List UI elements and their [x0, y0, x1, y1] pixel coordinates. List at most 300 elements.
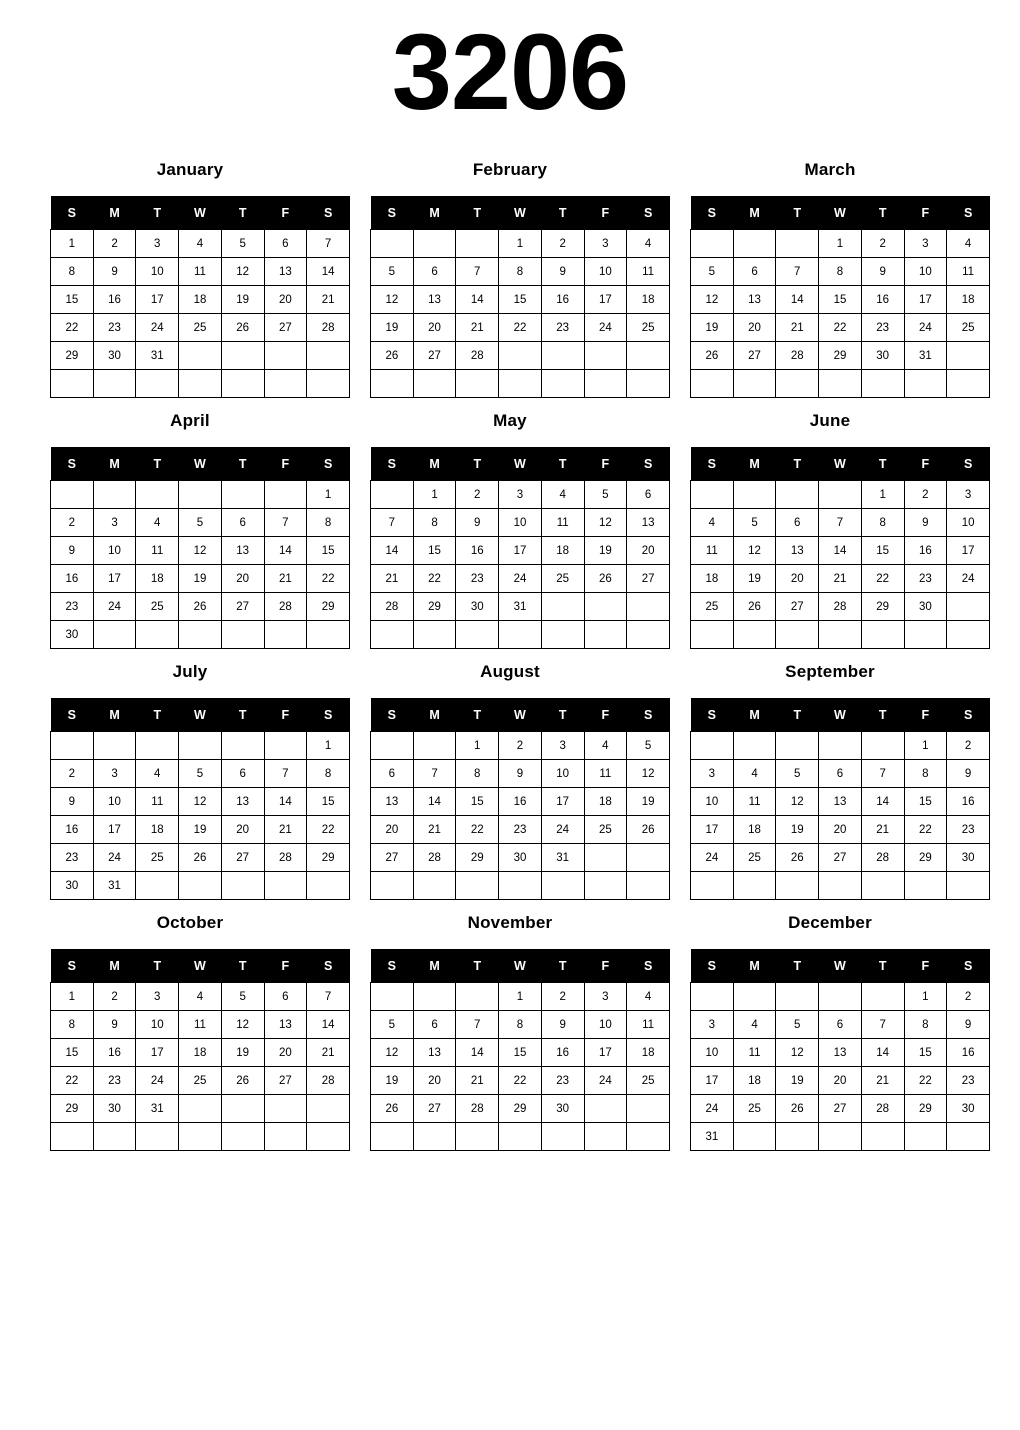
day-cell[interactable]: 13 [819, 788, 862, 816]
day-cell[interactable]: 8 [307, 760, 350, 788]
day-cell[interactable]: 5 [179, 509, 222, 537]
day-cell[interactable]: 30 [51, 621, 94, 649]
day-cell[interactable]: 28 [819, 593, 862, 621]
day-cell[interactable]: 20 [413, 314, 456, 342]
day-cell[interactable]: 18 [691, 565, 734, 593]
day-cell[interactable]: 18 [136, 816, 179, 844]
day-cell[interactable]: 16 [456, 537, 499, 565]
day-cell[interactable]: 17 [136, 286, 179, 314]
day-cell[interactable]: 25 [179, 314, 222, 342]
day-cell[interactable]: 10 [904, 258, 947, 286]
day-cell[interactable]: 22 [456, 816, 499, 844]
day-cell[interactable]: 3 [691, 1011, 734, 1039]
day-cell[interactable]: 13 [627, 509, 670, 537]
day-cell[interactable]: 17 [584, 286, 627, 314]
day-cell[interactable]: 10 [93, 788, 136, 816]
day-cell[interactable]: 9 [51, 537, 94, 565]
day-cell[interactable]: 24 [93, 593, 136, 621]
day-cell[interactable]: 19 [691, 314, 734, 342]
day-cell[interactable]: 11 [136, 788, 179, 816]
day-cell[interactable]: 20 [264, 1039, 307, 1067]
day-cell[interactable]: 25 [179, 1067, 222, 1095]
day-cell[interactable]: 21 [819, 565, 862, 593]
day-cell[interactable]: 2 [904, 481, 947, 509]
day-cell[interactable]: 29 [51, 342, 94, 370]
day-cell[interactable]: 7 [456, 1011, 499, 1039]
day-cell[interactable]: 29 [861, 593, 904, 621]
day-cell[interactable]: 12 [627, 760, 670, 788]
day-cell[interactable]: 23 [541, 1067, 584, 1095]
day-cell[interactable]: 26 [221, 314, 264, 342]
day-cell[interactable]: 28 [861, 1095, 904, 1123]
day-cell[interactable]: 21 [776, 314, 819, 342]
day-cell[interactable]: 17 [93, 565, 136, 593]
day-cell[interactable]: 13 [371, 788, 414, 816]
day-cell[interactable]: 14 [264, 788, 307, 816]
day-cell[interactable]: 5 [691, 258, 734, 286]
day-cell[interactable]: 12 [371, 286, 414, 314]
day-cell[interactable]: 26 [776, 844, 819, 872]
day-cell[interactable]: 20 [819, 816, 862, 844]
day-cell[interactable]: 1 [413, 481, 456, 509]
day-cell[interactable]: 5 [733, 509, 776, 537]
day-cell[interactable]: 15 [413, 537, 456, 565]
day-cell[interactable]: 14 [307, 258, 350, 286]
day-cell[interactable]: 12 [733, 537, 776, 565]
day-cell[interactable]: 13 [264, 258, 307, 286]
day-cell[interactable]: 5 [627, 732, 670, 760]
day-cell[interactable]: 1 [51, 983, 94, 1011]
day-cell[interactable]: 6 [627, 481, 670, 509]
day-cell[interactable]: 17 [93, 816, 136, 844]
day-cell[interactable]: 4 [627, 230, 670, 258]
day-cell[interactable]: 14 [861, 788, 904, 816]
day-cell[interactable]: 26 [371, 342, 414, 370]
day-cell[interactable]: 17 [136, 1039, 179, 1067]
day-cell[interactable]: 14 [861, 1039, 904, 1067]
day-cell[interactable]: 27 [264, 314, 307, 342]
day-cell[interactable]: 10 [691, 1039, 734, 1067]
day-cell[interactable]: 3 [136, 983, 179, 1011]
day-cell[interactable]: 14 [776, 286, 819, 314]
day-cell[interactable]: 28 [307, 314, 350, 342]
day-cell[interactable]: 16 [93, 286, 136, 314]
day-cell[interactable]: 16 [51, 565, 94, 593]
day-cell[interactable]: 19 [371, 314, 414, 342]
day-cell[interactable]: 24 [904, 314, 947, 342]
day-cell[interactable]: 23 [541, 314, 584, 342]
day-cell[interactable]: 3 [584, 983, 627, 1011]
day-cell[interactable]: 21 [307, 1039, 350, 1067]
day-cell[interactable]: 8 [307, 509, 350, 537]
day-cell[interactable]: 10 [499, 509, 542, 537]
day-cell[interactable]: 20 [819, 1067, 862, 1095]
day-cell[interactable]: 16 [93, 1039, 136, 1067]
day-cell[interactable]: 29 [307, 593, 350, 621]
day-cell[interactable]: 15 [51, 286, 94, 314]
day-cell[interactable]: 26 [733, 593, 776, 621]
day-cell[interactable]: 8 [819, 258, 862, 286]
day-cell[interactable]: 16 [51, 816, 94, 844]
day-cell[interactable]: 23 [904, 565, 947, 593]
day-cell[interactable]: 29 [307, 844, 350, 872]
day-cell[interactable]: 2 [947, 732, 990, 760]
day-cell[interactable]: 29 [51, 1095, 94, 1123]
day-cell[interactable]: 2 [861, 230, 904, 258]
day-cell[interactable]: 8 [499, 1011, 542, 1039]
day-cell[interactable]: 14 [413, 788, 456, 816]
day-cell[interactable]: 14 [456, 286, 499, 314]
day-cell[interactable]: 4 [627, 983, 670, 1011]
day-cell[interactable]: 27 [264, 1067, 307, 1095]
day-cell[interactable]: 16 [947, 788, 990, 816]
day-cell[interactable]: 7 [456, 258, 499, 286]
day-cell[interactable]: 6 [819, 760, 862, 788]
day-cell[interactable]: 22 [819, 314, 862, 342]
day-cell[interactable]: 24 [691, 844, 734, 872]
day-cell[interactable]: 3 [904, 230, 947, 258]
day-cell[interactable]: 28 [371, 593, 414, 621]
day-cell[interactable]: 27 [221, 593, 264, 621]
day-cell[interactable]: 19 [221, 286, 264, 314]
day-cell[interactable]: 31 [904, 342, 947, 370]
day-cell[interactable]: 6 [264, 230, 307, 258]
day-cell[interactable]: 11 [584, 760, 627, 788]
day-cell[interactable]: 4 [541, 481, 584, 509]
day-cell[interactable]: 30 [861, 342, 904, 370]
day-cell[interactable]: 22 [499, 314, 542, 342]
day-cell[interactable]: 19 [776, 1067, 819, 1095]
day-cell[interactable]: 26 [221, 1067, 264, 1095]
day-cell[interactable]: 25 [136, 844, 179, 872]
day-cell[interactable]: 26 [627, 816, 670, 844]
day-cell[interactable]: 12 [221, 258, 264, 286]
day-cell[interactable]: 31 [499, 593, 542, 621]
day-cell[interactable]: 24 [136, 1067, 179, 1095]
day-cell[interactable]: 31 [541, 844, 584, 872]
day-cell[interactable]: 5 [584, 481, 627, 509]
day-cell[interactable]: 7 [264, 509, 307, 537]
day-cell[interactable]: 25 [136, 593, 179, 621]
day-cell[interactable]: 9 [541, 258, 584, 286]
day-cell[interactable]: 2 [947, 983, 990, 1011]
day-cell[interactable]: 10 [136, 258, 179, 286]
day-cell[interactable]: 22 [51, 314, 94, 342]
day-cell[interactable]: 23 [51, 593, 94, 621]
day-cell[interactable]: 19 [221, 1039, 264, 1067]
day-cell[interactable]: 9 [947, 760, 990, 788]
day-cell[interactable]: 12 [584, 509, 627, 537]
day-cell[interactable]: 11 [179, 258, 222, 286]
day-cell[interactable]: 18 [627, 286, 670, 314]
day-cell[interactable]: 22 [904, 1067, 947, 1095]
day-cell[interactable]: 1 [499, 230, 542, 258]
day-cell[interactable]: 2 [541, 230, 584, 258]
day-cell[interactable]: 30 [947, 844, 990, 872]
day-cell[interactable]: 11 [541, 509, 584, 537]
day-cell[interactable]: 14 [307, 1011, 350, 1039]
day-cell[interactable]: 18 [179, 1039, 222, 1067]
day-cell[interactable]: 8 [413, 509, 456, 537]
day-cell[interactable]: 9 [861, 258, 904, 286]
day-cell[interactable]: 21 [264, 565, 307, 593]
day-cell[interactable]: 15 [499, 286, 542, 314]
day-cell[interactable]: 2 [51, 760, 94, 788]
day-cell[interactable]: 22 [413, 565, 456, 593]
day-cell[interactable]: 30 [541, 1095, 584, 1123]
day-cell[interactable]: 21 [861, 1067, 904, 1095]
day-cell[interactable]: 15 [51, 1039, 94, 1067]
day-cell[interactable]: 3 [541, 732, 584, 760]
day-cell[interactable]: 12 [371, 1039, 414, 1067]
day-cell[interactable]: 11 [627, 258, 670, 286]
day-cell[interactable]: 15 [499, 1039, 542, 1067]
day-cell[interactable]: 13 [819, 1039, 862, 1067]
day-cell[interactable]: 21 [264, 816, 307, 844]
day-cell[interactable]: 15 [819, 286, 862, 314]
day-cell[interactable]: 20 [733, 314, 776, 342]
day-cell[interactable]: 24 [541, 816, 584, 844]
day-cell[interactable]: 2 [456, 481, 499, 509]
day-cell[interactable]: 1 [499, 983, 542, 1011]
day-cell[interactable]: 22 [307, 565, 350, 593]
day-cell[interactable]: 6 [413, 258, 456, 286]
day-cell[interactable]: 29 [413, 593, 456, 621]
day-cell[interactable]: 9 [51, 788, 94, 816]
day-cell[interactable]: 30 [93, 342, 136, 370]
day-cell[interactable]: 13 [776, 537, 819, 565]
day-cell[interactable]: 18 [584, 788, 627, 816]
day-cell[interactable]: 25 [541, 565, 584, 593]
day-cell[interactable]: 1 [904, 732, 947, 760]
day-cell[interactable]: 17 [904, 286, 947, 314]
day-cell[interactable]: 9 [93, 1011, 136, 1039]
day-cell[interactable]: 12 [691, 286, 734, 314]
day-cell[interactable]: 17 [691, 1067, 734, 1095]
day-cell[interactable]: 23 [93, 1067, 136, 1095]
day-cell[interactable]: 29 [456, 844, 499, 872]
day-cell[interactable]: 5 [221, 230, 264, 258]
day-cell[interactable]: 19 [371, 1067, 414, 1095]
day-cell[interactable]: 9 [947, 1011, 990, 1039]
day-cell[interactable]: 13 [221, 788, 264, 816]
day-cell[interactable]: 4 [947, 230, 990, 258]
day-cell[interactable]: 10 [136, 1011, 179, 1039]
day-cell[interactable]: 7 [776, 258, 819, 286]
day-cell[interactable]: 2 [499, 732, 542, 760]
day-cell[interactable]: 17 [499, 537, 542, 565]
day-cell[interactable]: 5 [221, 983, 264, 1011]
day-cell[interactable]: 21 [413, 816, 456, 844]
day-cell[interactable]: 25 [584, 816, 627, 844]
day-cell[interactable]: 11 [947, 258, 990, 286]
day-cell[interactable]: 4 [136, 760, 179, 788]
day-cell[interactable]: 8 [51, 258, 94, 286]
day-cell[interactable]: 21 [861, 816, 904, 844]
day-cell[interactable]: 24 [584, 1067, 627, 1095]
day-cell[interactable]: 13 [413, 1039, 456, 1067]
day-cell[interactable]: 25 [733, 1095, 776, 1123]
day-cell[interactable]: 3 [584, 230, 627, 258]
day-cell[interactable]: 28 [456, 1095, 499, 1123]
day-cell[interactable]: 7 [861, 760, 904, 788]
day-cell[interactable]: 27 [627, 565, 670, 593]
day-cell[interactable]: 13 [733, 286, 776, 314]
day-cell[interactable]: 5 [776, 760, 819, 788]
day-cell[interactable]: 31 [136, 342, 179, 370]
day-cell[interactable]: 1 [307, 732, 350, 760]
day-cell[interactable]: 1 [307, 481, 350, 509]
day-cell[interactable]: 20 [413, 1067, 456, 1095]
day-cell[interactable]: 14 [264, 537, 307, 565]
day-cell[interactable]: 23 [947, 816, 990, 844]
day-cell[interactable]: 27 [413, 342, 456, 370]
day-cell[interactable]: 18 [733, 816, 776, 844]
day-cell[interactable]: 13 [264, 1011, 307, 1039]
day-cell[interactable]: 7 [861, 1011, 904, 1039]
day-cell[interactable]: 23 [861, 314, 904, 342]
day-cell[interactable]: 9 [499, 760, 542, 788]
day-cell[interactable]: 1 [861, 481, 904, 509]
day-cell[interactable]: 5 [371, 1011, 414, 1039]
day-cell[interactable]: 8 [904, 1011, 947, 1039]
day-cell[interactable]: 4 [733, 760, 776, 788]
day-cell[interactable]: 27 [221, 844, 264, 872]
day-cell[interactable]: 23 [947, 1067, 990, 1095]
day-cell[interactable]: 16 [499, 788, 542, 816]
day-cell[interactable]: 2 [541, 983, 584, 1011]
day-cell[interactable]: 18 [541, 537, 584, 565]
day-cell[interactable]: 15 [904, 1039, 947, 1067]
day-cell[interactable]: 17 [584, 1039, 627, 1067]
day-cell[interactable]: 4 [179, 230, 222, 258]
day-cell[interactable]: 29 [819, 342, 862, 370]
day-cell[interactable]: 25 [691, 593, 734, 621]
day-cell[interactable]: 8 [861, 509, 904, 537]
day-cell[interactable]: 30 [947, 1095, 990, 1123]
day-cell[interactable]: 27 [819, 844, 862, 872]
day-cell[interactable]: 31 [93, 872, 136, 900]
day-cell[interactable]: 18 [136, 565, 179, 593]
day-cell[interactable]: 20 [264, 286, 307, 314]
day-cell[interactable]: 12 [221, 1011, 264, 1039]
day-cell[interactable]: 11 [691, 537, 734, 565]
day-cell[interactable]: 24 [691, 1095, 734, 1123]
day-cell[interactable]: 23 [93, 314, 136, 342]
day-cell[interactable]: 4 [584, 732, 627, 760]
day-cell[interactable]: 20 [627, 537, 670, 565]
day-cell[interactable]: 7 [371, 509, 414, 537]
day-cell[interactable]: 16 [541, 286, 584, 314]
day-cell[interactable]: 5 [179, 760, 222, 788]
day-cell[interactable]: 24 [947, 565, 990, 593]
day-cell[interactable]: 10 [691, 788, 734, 816]
day-cell[interactable]: 6 [221, 509, 264, 537]
day-cell[interactable]: 18 [733, 1067, 776, 1095]
day-cell[interactable]: 3 [691, 760, 734, 788]
day-cell[interactable]: 14 [819, 537, 862, 565]
day-cell[interactable]: 6 [264, 983, 307, 1011]
day-cell[interactable]: 26 [776, 1095, 819, 1123]
day-cell[interactable]: 15 [861, 537, 904, 565]
day-cell[interactable]: 11 [627, 1011, 670, 1039]
day-cell[interactable]: 7 [264, 760, 307, 788]
day-cell[interactable]: 3 [499, 481, 542, 509]
day-cell[interactable]: 15 [307, 537, 350, 565]
day-cell[interactable]: 26 [371, 1095, 414, 1123]
day-cell[interactable]: 28 [264, 593, 307, 621]
day-cell[interactable]: 8 [499, 258, 542, 286]
day-cell[interactable]: 28 [413, 844, 456, 872]
day-cell[interactable]: 5 [776, 1011, 819, 1039]
day-cell[interactable]: 15 [456, 788, 499, 816]
day-cell[interactable]: 9 [541, 1011, 584, 1039]
day-cell[interactable]: 14 [371, 537, 414, 565]
day-cell[interactable]: 30 [904, 593, 947, 621]
day-cell[interactable]: 21 [371, 565, 414, 593]
day-cell[interactable]: 18 [179, 286, 222, 314]
day-cell[interactable]: 19 [776, 816, 819, 844]
day-cell[interactable]: 6 [371, 760, 414, 788]
day-cell[interactable]: 13 [413, 286, 456, 314]
day-cell[interactable]: 28 [776, 342, 819, 370]
day-cell[interactable]: 10 [584, 258, 627, 286]
day-cell[interactable]: 26 [179, 593, 222, 621]
day-cell[interactable]: 29 [904, 1095, 947, 1123]
day-cell[interactable]: 8 [51, 1011, 94, 1039]
day-cell[interactable]: 6 [221, 760, 264, 788]
day-cell[interactable]: 10 [541, 760, 584, 788]
day-cell[interactable]: 25 [733, 844, 776, 872]
day-cell[interactable]: 23 [499, 816, 542, 844]
day-cell[interactable]: 16 [904, 537, 947, 565]
day-cell[interactable]: 15 [307, 788, 350, 816]
day-cell[interactable]: 23 [456, 565, 499, 593]
day-cell[interactable]: 22 [307, 816, 350, 844]
day-cell[interactable]: 27 [413, 1095, 456, 1123]
day-cell[interactable]: 22 [861, 565, 904, 593]
day-cell[interactable]: 30 [93, 1095, 136, 1123]
day-cell[interactable]: 26 [584, 565, 627, 593]
day-cell[interactable]: 4 [179, 983, 222, 1011]
day-cell[interactable]: 28 [456, 342, 499, 370]
day-cell[interactable]: 21 [307, 286, 350, 314]
day-cell[interactable]: 14 [456, 1039, 499, 1067]
day-cell[interactable]: 4 [733, 1011, 776, 1039]
day-cell[interactable]: 28 [264, 844, 307, 872]
day-cell[interactable]: 6 [413, 1011, 456, 1039]
day-cell[interactable]: 12 [179, 537, 222, 565]
day-cell[interactable]: 3 [947, 481, 990, 509]
day-cell[interactable]: 27 [776, 593, 819, 621]
day-cell[interactable]: 27 [819, 1095, 862, 1123]
day-cell[interactable]: 20 [221, 565, 264, 593]
day-cell[interactable]: 19 [733, 565, 776, 593]
day-cell[interactable]: 7 [819, 509, 862, 537]
day-cell[interactable]: 18 [627, 1039, 670, 1067]
day-cell[interactable]: 24 [136, 314, 179, 342]
day-cell[interactable]: 30 [499, 844, 542, 872]
day-cell[interactable]: 21 [456, 314, 499, 342]
day-cell[interactable]: 28 [307, 1067, 350, 1095]
day-cell[interactable]: 30 [456, 593, 499, 621]
day-cell[interactable]: 25 [627, 314, 670, 342]
day-cell[interactable]: 17 [541, 788, 584, 816]
day-cell[interactable]: 23 [51, 844, 94, 872]
day-cell[interactable]: 11 [179, 1011, 222, 1039]
day-cell[interactable]: 16 [947, 1039, 990, 1067]
day-cell[interactable]: 4 [136, 509, 179, 537]
